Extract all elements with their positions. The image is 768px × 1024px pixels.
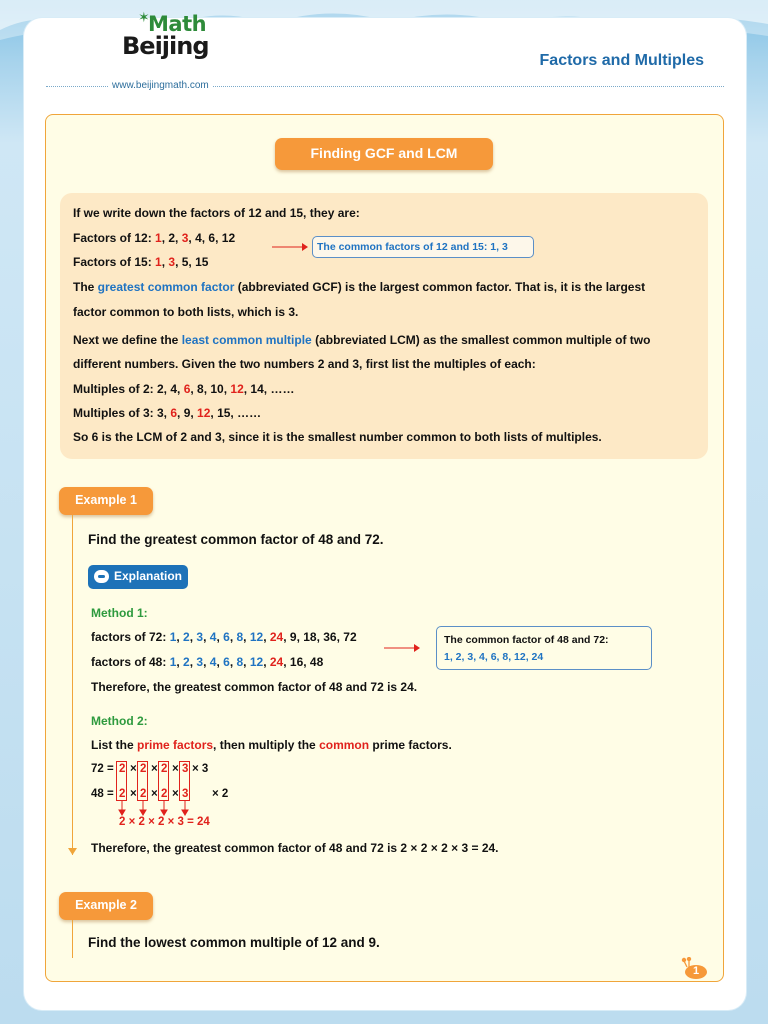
label: Factors of 15: [73, 255, 156, 269]
example-1-tab: Example 1 [59, 487, 153, 515]
text: , [161, 255, 169, 269]
row-72-label: 72 = [91, 763, 114, 775]
text: (abbreviated GCF) is the largest common factor. That is, it is the largest [234, 280, 646, 294]
times-sign: × [130, 763, 137, 775]
gcf-definition-2: factor common to both lists, which is 3. [73, 305, 299, 319]
multiples-of-3 [73, 406, 261, 420]
factors-of-15 [73, 255, 208, 269]
label: Factors of 12: [73, 231, 156, 245]
term-lcm: least common multiple [181, 333, 312, 347]
times-sign: × [172, 763, 179, 775]
prime-factor: 3 [182, 788, 189, 800]
text: , 9, [177, 406, 198, 420]
greatest-value: 24 [269, 630, 284, 644]
common-value: 3 [181, 231, 189, 245]
common-factor-box [436, 626, 652, 670]
method-1-heading: Method 1: [91, 606, 148, 620]
common-factor-frame [137, 761, 148, 801]
times-sign: × [130, 788, 137, 800]
explanation-label [88, 565, 188, 589]
common-value: 3 [196, 630, 204, 644]
common-value: 6 [223, 630, 230, 644]
factors-of-48: factors of 48: 1, 2, 3, 4, 6, 8, 12, 24, 16, 48 [91, 655, 324, 669]
text: , 2, [161, 231, 182, 245]
box-values: 1, 2, 3, 4, 6, 8, 12, 24 [444, 651, 544, 663]
prime-factor: 2 [161, 763, 168, 775]
website-link[interactable]: www.beijingmath.com [108, 80, 213, 91]
common-factor-frame [158, 761, 169, 801]
result-expression: 2 × 2 × 2 × 3 = 24. [400, 841, 499, 855]
text: , 8, 10, [190, 382, 231, 396]
text: , 5, 15 [175, 255, 209, 269]
text: , 15, …… [210, 406, 262, 420]
arrow-right-icon [272, 242, 308, 252]
row-48-label: 48 = [91, 788, 114, 800]
common-value: 12 [249, 630, 264, 644]
term-common: common [319, 738, 370, 752]
method-2-instruction [91, 738, 452, 752]
text: The [73, 280, 98, 294]
example-1-question: Find the greatest common factor of 48 and 72. [88, 532, 384, 547]
times-sign: × [151, 788, 158, 800]
speech-bubble-icon [94, 570, 109, 583]
example-2-question: Find the lowest common multiple of 12 and 9. [88, 935, 380, 950]
label: factors of 48: [91, 655, 170, 669]
common-value: 6 [183, 382, 191, 396]
arrow-right-icon [384, 643, 420, 653]
page-title: Factors and Multiples [539, 52, 704, 69]
text: Multiples of 2: 2, 4, [73, 382, 184, 396]
text: Next we define the [73, 333, 182, 347]
common-factor-frame [116, 761, 127, 801]
prime-factor: 2 [140, 788, 147, 800]
common-value: 4 [209, 655, 217, 669]
common-value: 3 [196, 655, 204, 669]
text: Therefore, the greatest common factor of 48 and 72 is [91, 841, 401, 855]
explanation-text: Explanation [114, 569, 183, 583]
logo-math-text: Math [148, 12, 207, 36]
text: Multiples of 3: 3, [73, 406, 171, 420]
factors-of-12 [73, 231, 235, 245]
lcm-definition [73, 333, 650, 347]
method-1-result: Therefore, the greatest common factor of 48 and 72 is 24. [91, 680, 418, 694]
method-2-heading: Method 2: [91, 714, 148, 728]
example-2-guide-line [72, 920, 73, 958]
example-2-tab: Example 2 [59, 892, 153, 920]
common-value: 1 [169, 655, 177, 669]
arrow-down-icon [68, 848, 77, 856]
common-value: 6 [170, 406, 178, 420]
common-value: 1 [169, 630, 177, 644]
text: , 4, 6, 12 [188, 231, 236, 245]
common-value: 1 [155, 231, 162, 245]
method-2-result [91, 841, 499, 855]
text: , 14, …… [243, 382, 295, 396]
common-value: 2 [183, 630, 190, 644]
section-title: Finding GCF and LCM [275, 138, 493, 170]
common-value: 8 [236, 655, 244, 669]
term-gcf: greatest common factor [97, 280, 235, 294]
box-title: The common factor of 48 and 72: [444, 634, 609, 646]
row-48-tail: × 2 [212, 788, 229, 800]
common-value: 12 [249, 655, 264, 669]
factors-of-72: factors of 72: 1, 2, 3, 4, 6, 8, 12, 24, 9, 18, 36, 72 [91, 630, 357, 644]
term-prime-factors: prime factors [137, 738, 214, 752]
times-sign: × [172, 788, 179, 800]
lcm-definition-2: different numbers. Given the two numbers 2 and 3, first list the multiples of each: [73, 357, 536, 371]
page-number: 1 [693, 965, 700, 977]
label: factors of 72: [91, 630, 170, 644]
text: (abbreviated LCM) as the smallest common multiple of two [311, 333, 651, 347]
star-icon: ✶ [138, 10, 150, 26]
text: prime factors. [369, 738, 452, 752]
greatest-value: 24 [269, 655, 284, 669]
prime-factor: 2 [119, 788, 126, 800]
common-factor-frame [179, 761, 190, 801]
text: , 16, 48 [283, 655, 324, 669]
common-factors-box: The common factors of 12 and 15: 1, 3 [312, 236, 534, 258]
common-value: 6 [223, 655, 230, 669]
common-product: 2 × 2 × 2 × 3 = 24 [119, 816, 210, 828]
common-value: 2 [183, 655, 190, 669]
common-value: 3 [168, 255, 176, 269]
prime-factor: 2 [161, 788, 168, 800]
logo [118, 10, 218, 60]
prime-factor: 3 [182, 763, 189, 775]
example-1-guide-line [72, 515, 73, 855]
common-value: 12 [197, 406, 211, 420]
page-number-badge [680, 957, 708, 979]
intro-line-1: If we write down the factors of 12 and 15, they are: [73, 206, 360, 220]
down-arrows-icon [116, 801, 196, 817]
common-value: 8 [236, 630, 244, 644]
common-value: 1 [155, 255, 162, 269]
lcm-conclusion: So 6 is the LCM of 2 and 3, since it is the smallest number common to both lists of multiples. [73, 430, 602, 444]
text: , then multiply the [213, 738, 320, 752]
prime-factor: 2 [119, 763, 126, 775]
gcf-definition [73, 280, 645, 294]
times-sign: × [151, 763, 158, 775]
common-value: 12 [230, 382, 244, 396]
logo-beijing-text: Beijing [122, 32, 209, 60]
common-value: 4 [209, 630, 217, 644]
text: List the [91, 738, 138, 752]
text: , 9, 18, 36, 72 [283, 630, 357, 644]
multiples-of-2 [73, 382, 294, 396]
prime-factor: 2 [140, 763, 147, 775]
row-72-tail: × 3 [192, 763, 209, 775]
